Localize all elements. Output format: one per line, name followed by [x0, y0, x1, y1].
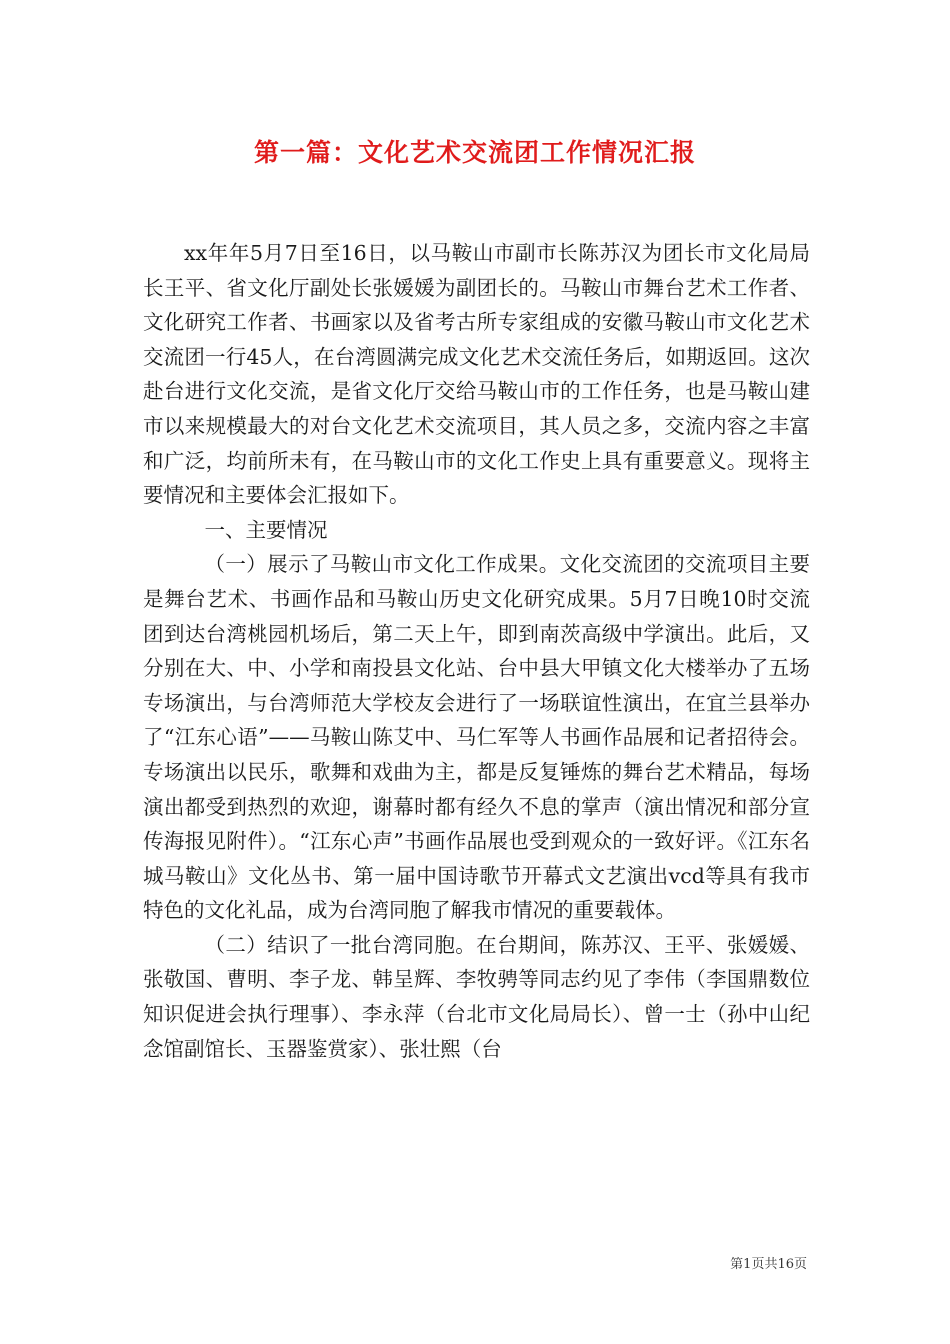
page-number: 第1页共16页 — [730, 1257, 807, 1272]
section-heading: 一、主要情况 — [204, 517, 328, 542]
paragraph-subsection-2: （二）结识了一批台湾同胞。在台期间，陈苏汉、王平、张媛媛、张敬国、曹明、李子龙、韩呈辉、李牧骋等同志约见了李伟（李国鼎数位知识促进会执行理事）、李永萍（台北市文化局局长）、曾一士（孙中山纪念馆副馆长、玉器鉴赏家）、张壮熙（台 — [143, 932, 810, 1061]
document-body — [143, 236, 810, 1066]
document-title: 第一篇：文化艺术交流团工作情况汇报 — [253, 138, 696, 167]
paragraph-subsection-1: （一）展示了马鞍山市文化工作成果。文化交流团的交流项目主要是舞台艺术、书画作品和马鞍山历史文化研究成果。5月7日晚10时交流团到达台湾桃园机场后，第二天上午，即到南茨高级中学演出。此后，又分别在大、中、小学和南投县文化站、台中县大甲镇文化大楼举办了五场专场演出，与台湾师范大学校友会进行了一场联谊性演出，在宜兰县举办了“江东心语”——马鞍山陈艾中、马仁军等人书画作品展和记者招待会。专场演出以民乐，歌舞和戏曲为主，都是反复锤炼的舞台艺术精品，每场演出都受到热烈的欢迎，谢幕时都有经久不息的掌声（演出情况和部分宣传海报见附件）。“江东心声”书画作品展也受到观众的一致好评。《江东名城马鞍山》文化丛书、第一届中国诗歌节开幕式文艺演出vcd等具有我市特色的文化礼品，成为台湾同胞了解我市情况的重要载体。 — [143, 552, 810, 923]
paragraph-intro: xx年年5月7日至16日，以马鞍山市副市长陈苏汉为团长市文化局局长王平、省文化厅副处长张媛媛为副团长的。马鞍山市舞台艺术工作者、文化研究工作者、书画家以及省考古所专家组成的安徽马鞍山市文化艺术交流团一行45人，在台湾圆满完成文化艺术交流任务后，如期返回。这次赴台进行文化交流，是省文化厅交给马鞍山市的工作任务，也是马鞍山建市以来规模最大的对台文化艺术交流项目，其人员之多，交流内容之丰富和广泛，均前所未有，在马鞍山市的文化工作史上具有重要意义。现将主要情况和主要体会汇报如下。 — [143, 241, 810, 508]
